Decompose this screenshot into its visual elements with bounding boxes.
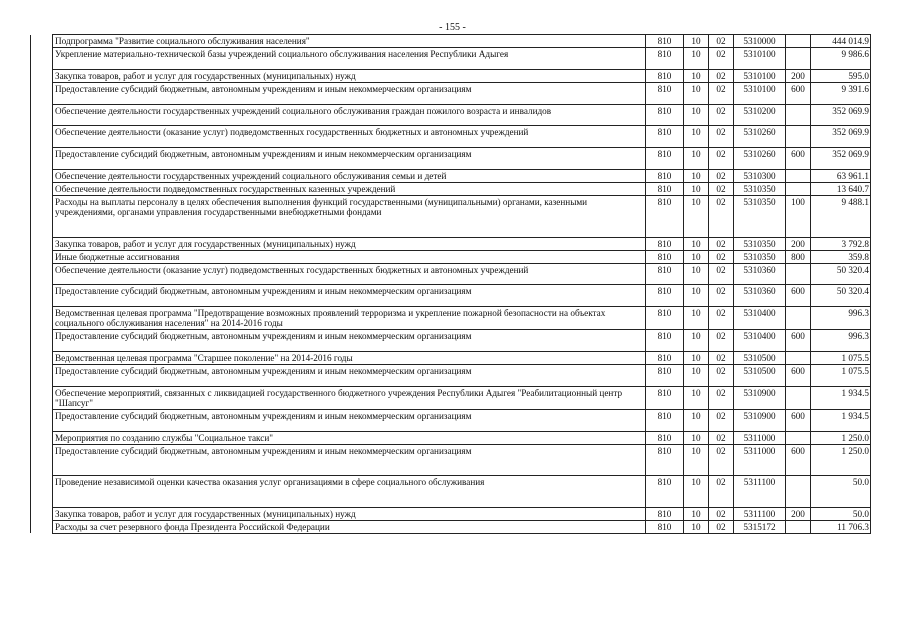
target-item-code-cell: 5315172 — [734, 520, 786, 533]
amount-cell: 352 069.9 — [811, 104, 871, 126]
target-item-code-cell: 5310100 — [734, 82, 786, 104]
expense-type-code-cell: 600 — [786, 82, 811, 104]
amount-cell: 1 250.0 — [811, 431, 871, 444]
table-row — [31, 431, 871, 444]
subsection-code-cell: 02 — [709, 351, 734, 364]
section-code-cell: 10 — [684, 35, 709, 48]
ministry-code-cell: 810 — [646, 520, 684, 533]
ministry-code-cell: 810 — [646, 507, 684, 520]
subsection-code-cell: 02 — [709, 82, 734, 104]
target-item-code-cell: 5310500 — [734, 351, 786, 364]
budget-table — [30, 34, 871, 534]
lead-cell — [31, 431, 53, 444]
table-row — [31, 195, 871, 237]
amount-cell: 996.3 — [811, 330, 871, 352]
expense-name-cell: Расходы на выплаты персоналу в целях обеспечения выполнения функций государственными (муниципальными) органами, казенными учреждениями, органами управления государственными внебюджетными фондами — [53, 195, 646, 237]
section-code-cell: 10 — [684, 364, 709, 386]
expense-name-cell: Обеспечение деятельности (оказание услуг) подведомственных государственных бюджетных и автономных учреждений — [53, 263, 646, 285]
amount-cell: 1 075.5 — [811, 364, 871, 386]
expense-name-cell: Обеспечение мероприятий, связанных с ликвидацией государственного бюджетного учреждения Республики Адыгея "Реабилитационный центр "Шапсуг" — [53, 386, 646, 409]
section-code-cell: 10 — [684, 476, 709, 508]
table-row — [31, 237, 871, 250]
expense-type-code-cell: 600 — [786, 409, 811, 431]
ministry-code-cell: 810 — [646, 82, 684, 104]
table-row — [31, 250, 871, 263]
lead-cell — [31, 104, 53, 126]
expense-type-code-cell: 600 — [786, 285, 811, 307]
expense-name-cell: Обеспечение деятельности (оказание услуг) подведомственных государственных бюджетных и автономных учреждений — [53, 126, 646, 148]
lead-cell — [31, 35, 53, 48]
amount-cell: 1 250.0 — [811, 444, 871, 476]
subsection-code-cell: 02 — [709, 237, 734, 250]
expense-name-cell: Ведомственная целевая программа "Старшее поколение" на 2014-2016 годы — [53, 351, 646, 364]
lead-cell — [31, 476, 53, 508]
table-row — [31, 69, 871, 82]
section-code-cell: 10 — [684, 148, 709, 170]
lead-cell — [31, 126, 53, 148]
table-row — [31, 104, 871, 126]
amount-cell: 9 986.6 — [811, 48, 871, 70]
expense-name-cell: Иные бюджетные ассигнования — [53, 250, 646, 263]
lead-cell — [31, 48, 53, 70]
lead-cell — [31, 195, 53, 237]
ministry-code-cell: 810 — [646, 431, 684, 444]
expense-name-cell: Обеспечение деятельности государственных учреждений социального обслуживания семьи и детей — [53, 169, 646, 182]
expense-name-cell: Обеспечение деятельности подведомственных государственных казенных учреждений — [53, 182, 646, 195]
ministry-code-cell: 810 — [646, 35, 684, 48]
lead-cell — [31, 285, 53, 307]
expense-name-cell: Закупка товаров, работ и услуг для государственных (муниципальных) нужд — [53, 237, 646, 250]
expense-type-code-cell — [786, 48, 811, 70]
expense-type-code-cell — [786, 520, 811, 533]
section-code-cell: 10 — [684, 195, 709, 237]
target-item-code-cell: 5310200 — [734, 104, 786, 126]
amount-cell: 352 069.9 — [811, 148, 871, 170]
ministry-code-cell: 810 — [646, 126, 684, 148]
expense-type-code-cell: 600 — [786, 364, 811, 386]
subsection-code-cell: 02 — [709, 48, 734, 70]
expense-type-code-cell — [786, 35, 811, 48]
subsection-code-cell: 02 — [709, 476, 734, 508]
ministry-code-cell: 810 — [646, 364, 684, 386]
expense-name-cell: Предоставление субсидий бюджетным, автономным учреждениям и иным некоммерческим организациям — [53, 444, 646, 476]
table-row — [31, 148, 871, 170]
lead-cell — [31, 82, 53, 104]
subsection-code-cell: 02 — [709, 69, 734, 82]
target-item-code-cell: 5311100 — [734, 507, 786, 520]
lead-cell — [31, 351, 53, 364]
table-body — [31, 35, 871, 534]
table-row — [31, 520, 871, 533]
section-code-cell: 10 — [684, 250, 709, 263]
section-code-cell: 10 — [684, 126, 709, 148]
table-row — [31, 263, 871, 285]
ministry-code-cell: 810 — [646, 263, 684, 285]
subsection-code-cell: 02 — [709, 520, 734, 533]
expense-type-code-cell — [786, 182, 811, 195]
ministry-code-cell: 810 — [646, 444, 684, 476]
target-item-code-cell: 5310400 — [734, 330, 786, 352]
expense-name-cell: Проведение независимой оценки качества оказания услуг организациями в сфере социального обслуживания — [53, 476, 646, 508]
target-item-code-cell: 5310360 — [734, 263, 786, 285]
expense-name-cell: Предоставление субсидий бюджетным, автономным учреждениям и иным некоммерческим организациям — [53, 409, 646, 431]
amount-cell: 11 706.3 — [811, 520, 871, 533]
subsection-code-cell: 02 — [709, 35, 734, 48]
expense-type-code-cell: 200 — [786, 237, 811, 250]
subsection-code-cell: 02 — [709, 195, 734, 237]
ministry-code-cell: 810 — [646, 48, 684, 70]
subsection-code-cell: 02 — [709, 507, 734, 520]
target-item-code-cell: 5310100 — [734, 69, 786, 82]
lead-cell — [31, 169, 53, 182]
expense-name-cell: Подпрограмма "Развитие социального обслуживания населения" — [53, 35, 646, 48]
section-code-cell: 10 — [684, 351, 709, 364]
section-code-cell: 10 — [684, 69, 709, 82]
subsection-code-cell: 02 — [709, 409, 734, 431]
expense-name-cell: Предоставление субсидий бюджетным, автономным учреждениям и иным некоммерческим организациям — [53, 285, 646, 307]
ministry-code-cell: 810 — [646, 285, 684, 307]
target-item-code-cell: 5310360 — [734, 285, 786, 307]
expense-name-cell: Предоставление субсидий бюджетным, автономным учреждениям и иным некоммерческим организациям — [53, 330, 646, 352]
expense-type-code-cell: 200 — [786, 69, 811, 82]
subsection-code-cell: 02 — [709, 126, 734, 148]
table-row — [31, 35, 871, 48]
section-code-cell: 10 — [684, 104, 709, 126]
table-row — [31, 386, 871, 409]
expense-type-code-cell — [786, 431, 811, 444]
table-row — [31, 82, 871, 104]
table-row — [31, 351, 871, 364]
target-item-code-cell: 5310260 — [734, 126, 786, 148]
target-item-code-cell: 5310500 — [734, 364, 786, 386]
amount-cell: 3 792.8 — [811, 237, 871, 250]
subsection-code-cell: 02 — [709, 386, 734, 409]
target-item-code-cell: 5310100 — [734, 48, 786, 70]
table-row — [31, 48, 871, 70]
table-row — [31, 507, 871, 520]
expense-name-cell: Закупка товаров, работ и услуг для государственных (муниципальных) нужд — [53, 507, 646, 520]
table-row — [31, 285, 871, 307]
subsection-code-cell: 02 — [709, 444, 734, 476]
expense-type-code-cell — [786, 476, 811, 508]
subsection-code-cell: 02 — [709, 330, 734, 352]
ministry-code-cell: 810 — [646, 386, 684, 409]
lead-cell — [31, 444, 53, 476]
expense-name-cell: Предоставление субсидий бюджетным, автономным учреждениям и иным некоммерческим организациям — [53, 82, 646, 104]
subsection-code-cell: 02 — [709, 182, 734, 195]
expense-name-cell: Обеспечение деятельности государственных учреждений социального обслуживания граждан пожилого возраста и инвалидов — [53, 104, 646, 126]
table-row — [31, 409, 871, 431]
ministry-code-cell: 810 — [646, 307, 684, 330]
target-item-code-cell: 5311100 — [734, 476, 786, 508]
section-code-cell: 10 — [684, 285, 709, 307]
lead-cell — [31, 330, 53, 352]
section-code-cell: 10 — [684, 182, 709, 195]
ministry-code-cell: 810 — [646, 182, 684, 195]
section-code-cell: 10 — [684, 263, 709, 285]
section-code-cell: 10 — [684, 307, 709, 330]
amount-cell: 50.0 — [811, 507, 871, 520]
lead-cell — [31, 520, 53, 533]
target-item-code-cell: 5310300 — [734, 169, 786, 182]
target-item-code-cell: 5310400 — [734, 307, 786, 330]
subsection-code-cell: 02 — [709, 104, 734, 126]
subsection-code-cell: 02 — [709, 263, 734, 285]
section-code-cell: 10 — [684, 386, 709, 409]
subsection-code-cell: 02 — [709, 250, 734, 263]
section-code-cell: 10 — [684, 520, 709, 533]
subsection-code-cell: 02 — [709, 307, 734, 330]
amount-cell: 1 934.5 — [811, 409, 871, 431]
ministry-code-cell: 810 — [646, 330, 684, 352]
expense-type-code-cell: 600 — [786, 148, 811, 170]
ministry-code-cell: 810 — [646, 148, 684, 170]
target-item-code-cell: 5310350 — [734, 237, 786, 250]
amount-cell: 63 961.1 — [811, 169, 871, 182]
expense-name-cell: Укрепление материально-технической базы учреждений социального обслуживания населения Республики Адыгея — [53, 48, 646, 70]
target-item-code-cell: 5310260 — [734, 148, 786, 170]
section-code-cell: 10 — [684, 330, 709, 352]
expense-type-code-cell — [786, 169, 811, 182]
lead-cell — [31, 307, 53, 330]
lead-cell — [31, 364, 53, 386]
target-item-code-cell: 5310350 — [734, 195, 786, 237]
expense-name-cell: Мероприятия по созданию службы "Социальное такси" — [53, 431, 646, 444]
expense-type-code-cell: 600 — [786, 330, 811, 352]
table-row — [31, 182, 871, 195]
lead-cell — [31, 409, 53, 431]
amount-cell: 9 391.6 — [811, 82, 871, 104]
page-number: - 155 - — [439, 22, 466, 33]
target-item-code-cell: 5311000 — [734, 444, 786, 476]
subsection-code-cell: 02 — [709, 285, 734, 307]
ministry-code-cell: 810 — [646, 351, 684, 364]
table-row — [31, 444, 871, 476]
amount-cell: 50 320.4 — [811, 263, 871, 285]
table-row — [31, 364, 871, 386]
expense-name-cell: Предоставление субсидий бюджетным, автономным учреждениям и иным некоммерческим организациям — [53, 148, 646, 170]
ministry-code-cell: 810 — [646, 409, 684, 431]
table-row — [31, 169, 871, 182]
amount-cell: 444 014.9 — [811, 35, 871, 48]
subsection-code-cell: 02 — [709, 364, 734, 386]
ministry-code-cell: 810 — [646, 476, 684, 508]
section-code-cell: 10 — [684, 48, 709, 70]
expense-type-code-cell — [786, 307, 811, 330]
expense-type-code-cell — [786, 263, 811, 285]
section-code-cell: 10 — [684, 237, 709, 250]
subsection-code-cell: 02 — [709, 431, 734, 444]
lead-cell — [31, 148, 53, 170]
ministry-code-cell: 810 — [646, 250, 684, 263]
amount-cell: 996.3 — [811, 307, 871, 330]
expense-type-code-cell: 200 — [786, 507, 811, 520]
amount-cell: 1 934.5 — [811, 386, 871, 409]
lead-cell — [31, 386, 53, 409]
section-code-cell: 10 — [684, 431, 709, 444]
lead-cell — [31, 507, 53, 520]
amount-cell: 1 075.5 — [811, 351, 871, 364]
amount-cell: 9 488.1 — [811, 195, 871, 237]
lead-cell — [31, 263, 53, 285]
expense-type-code-cell: 600 — [786, 444, 811, 476]
table-row — [31, 126, 871, 148]
expense-type-code-cell — [786, 126, 811, 148]
table-row — [31, 307, 871, 330]
section-code-cell: 10 — [684, 169, 709, 182]
amount-cell: 595.0 — [811, 69, 871, 82]
ministry-code-cell: 810 — [646, 69, 684, 82]
expense-name-cell: Расходы за счет резервного фонда Президента Российской Федерации — [53, 520, 646, 533]
target-item-code-cell: 5310000 — [734, 35, 786, 48]
expense-name-cell: Закупка товаров, работ и услуг для государственных (муниципальных) нужд — [53, 69, 646, 82]
expense-name-cell: Ведомственная целевая программа "Предотвращение возможных проявлений терроризма и укрепление пожарной безопасности на объектах социального обслуживания населения" на 2014-2016 годы — [53, 307, 646, 330]
expense-type-code-cell — [786, 351, 811, 364]
section-code-cell: 10 — [684, 444, 709, 476]
section-code-cell: 10 — [684, 82, 709, 104]
lead-cell — [31, 69, 53, 82]
lead-cell — [31, 237, 53, 250]
target-item-code-cell: 5310350 — [734, 182, 786, 195]
expense-type-code-cell — [786, 104, 811, 126]
expense-name-cell: Предоставление субсидий бюджетным, автономным учреждениям и иным некоммерческим организациям — [53, 364, 646, 386]
expense-type-code-cell: 100 — [786, 195, 811, 237]
amount-cell: 352 069.9 — [811, 126, 871, 148]
table-row — [31, 476, 871, 508]
subsection-code-cell: 02 — [709, 148, 734, 170]
section-code-cell: 10 — [684, 409, 709, 431]
amount-cell: 13 640.7 — [811, 182, 871, 195]
expense-type-code-cell: 800 — [786, 250, 811, 263]
table-row — [31, 330, 871, 352]
ministry-code-cell: 810 — [646, 195, 684, 237]
subsection-code-cell: 02 — [709, 169, 734, 182]
lead-cell — [31, 250, 53, 263]
amount-cell: 50 320.4 — [811, 285, 871, 307]
target-item-code-cell: 5310900 — [734, 386, 786, 409]
amount-cell: 359.8 — [811, 250, 871, 263]
target-item-code-cell: 5310900 — [734, 409, 786, 431]
target-item-code-cell: 5311000 — [734, 431, 786, 444]
expense-type-code-cell — [786, 386, 811, 409]
amount-cell: 50.0 — [811, 476, 871, 508]
section-code-cell: 10 — [684, 507, 709, 520]
lead-cell — [31, 182, 53, 195]
ministry-code-cell: 810 — [646, 237, 684, 250]
ministry-code-cell: 810 — [646, 104, 684, 126]
ministry-code-cell: 810 — [646, 169, 684, 182]
target-item-code-cell: 5310350 — [734, 250, 786, 263]
